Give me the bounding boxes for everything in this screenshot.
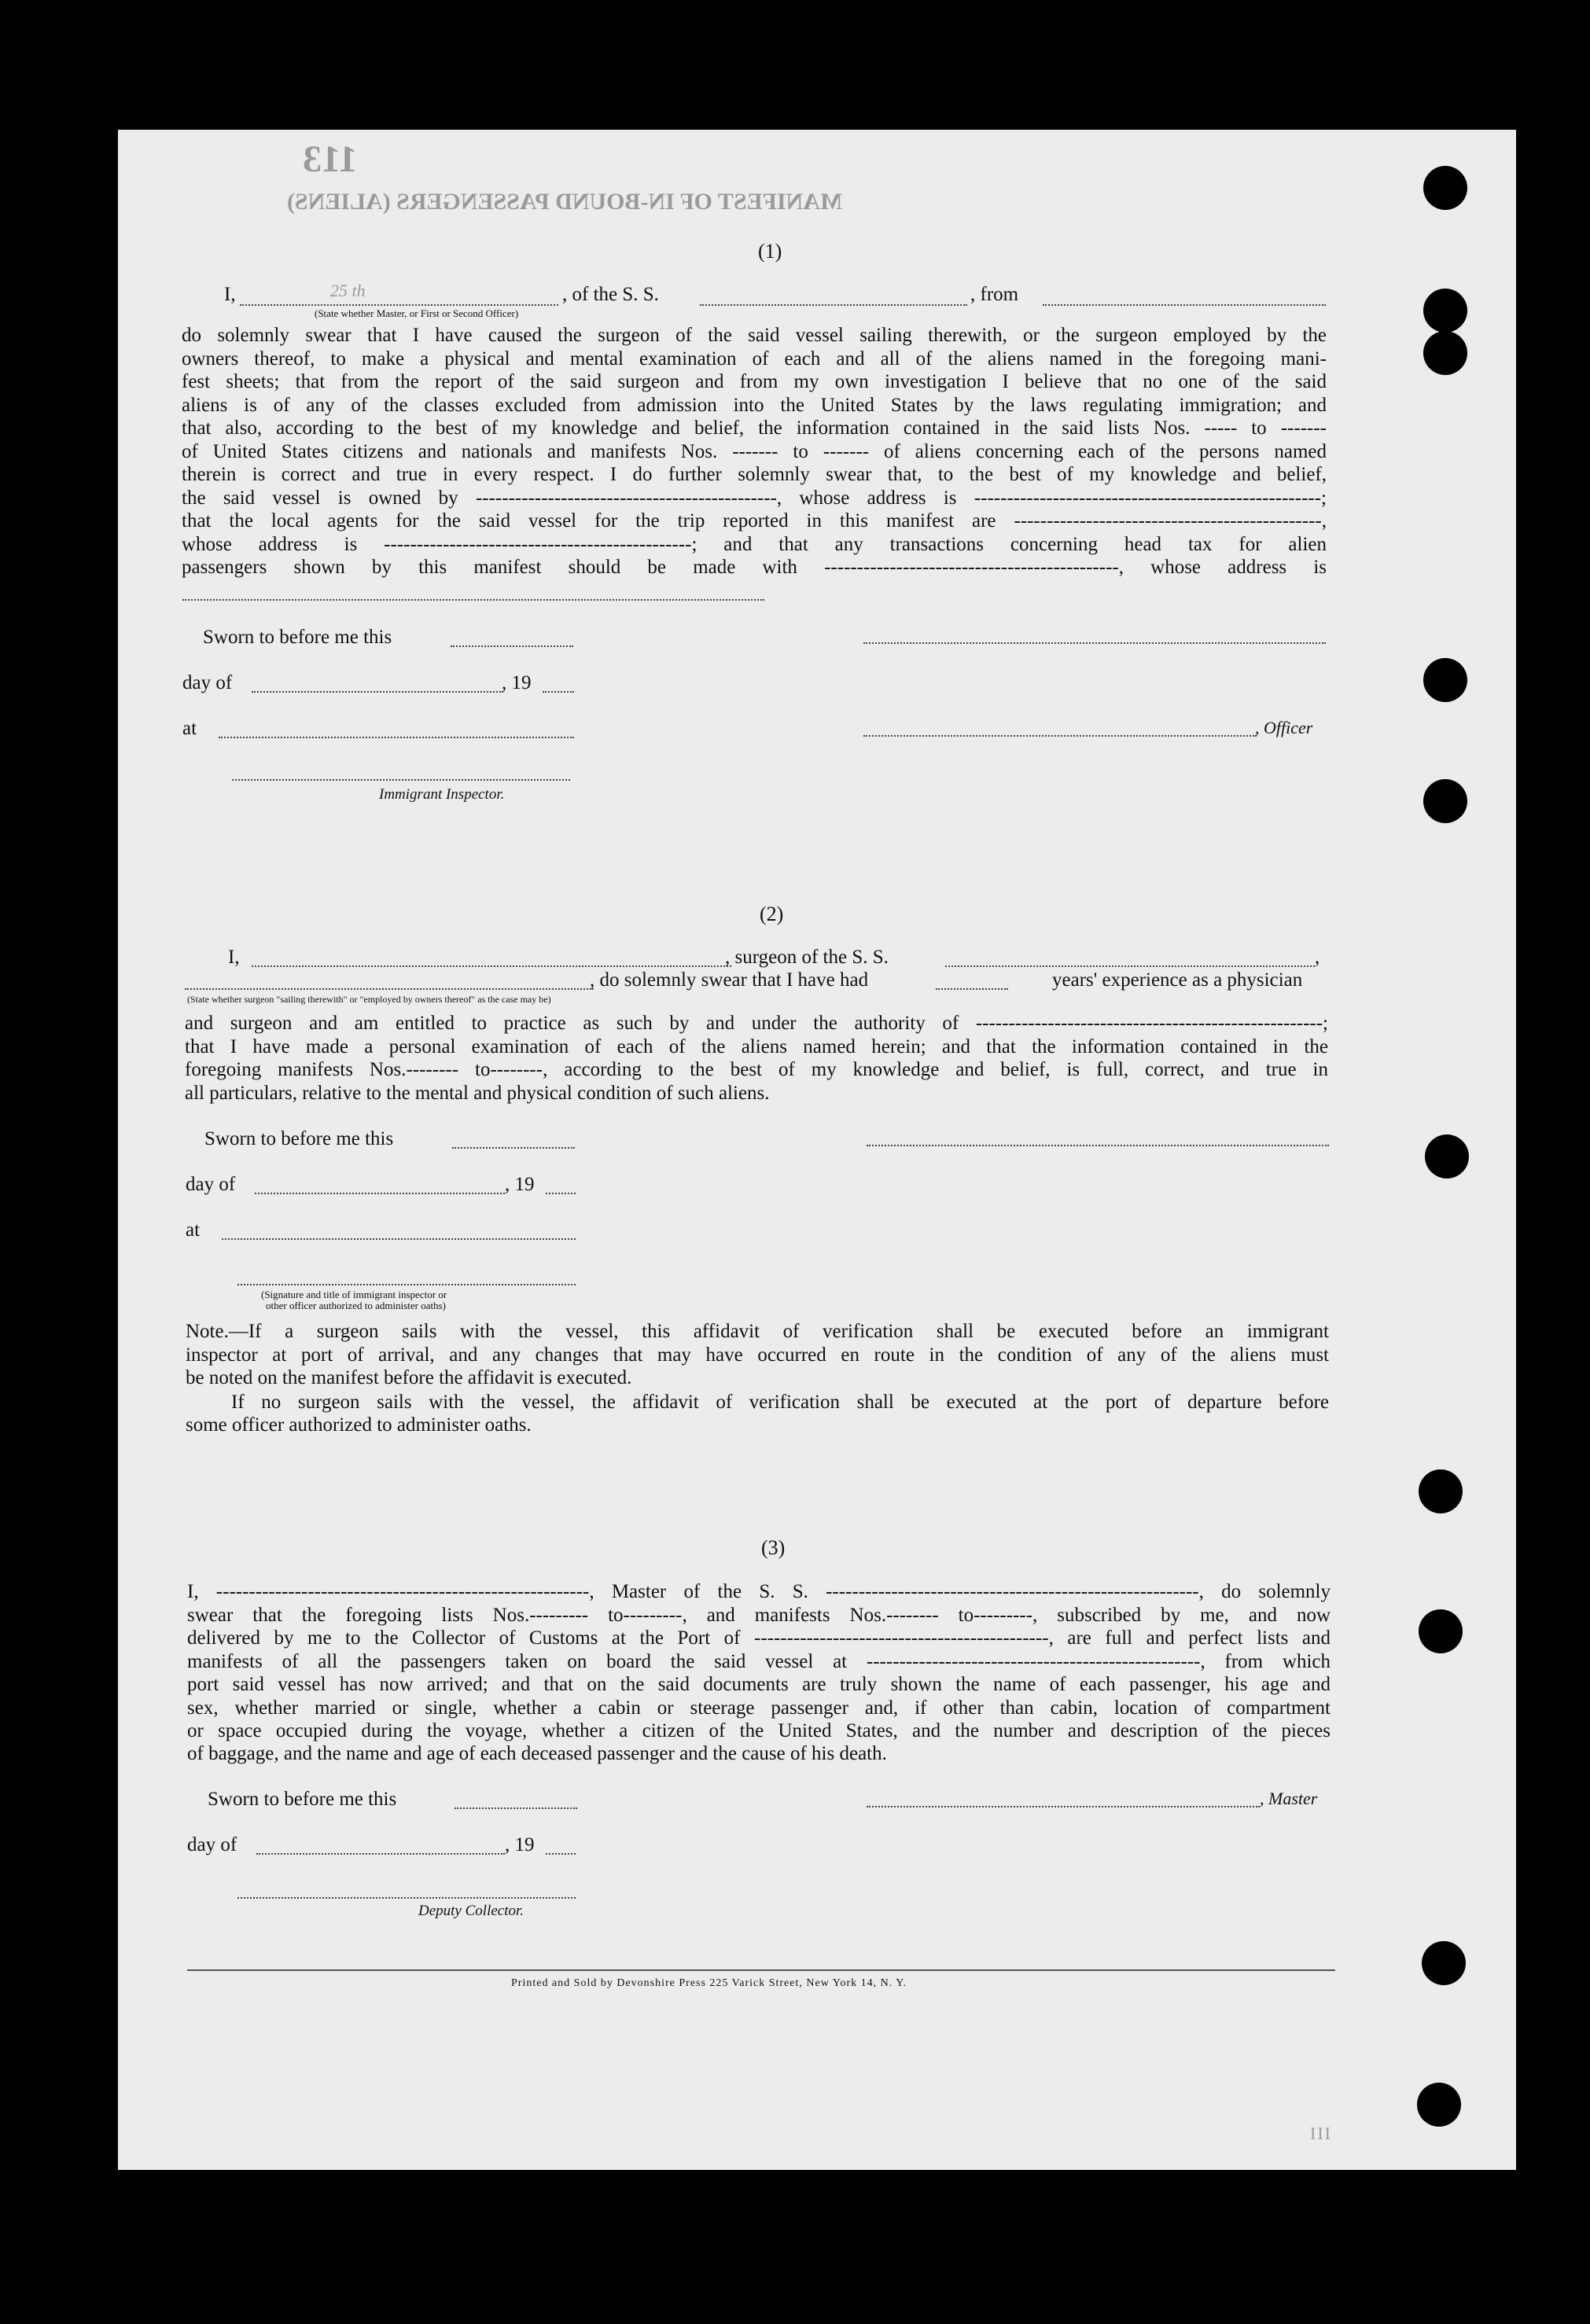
section-3-last-line: of baggage, and the name and age of each deceased passenger and the cause of his death. (187, 1743, 887, 1764)
punch-hole (1417, 2083, 1461, 2127)
section-2-number: (2) (760, 903, 784, 925)
section-3-paragraph: I, ---------------------------------------------------------, Master of the S. S. ---------------------------------------------------------, do solemnly swear that the foregoing lists Nos.--------- to---------, and manifests Nos.-------- to---------, subscribed by me, and now delivered by me to the Collector of Customs at the Port of ---------------------------------------------, are full and perfect lists and manifests of all the passengers taken on board the said vessel at ---------------------------------------------------, from which port said vessel has now arrived; and that on the said documents are truly shown the name of each passenger, his age and sex, whether married or single, whether a cabin or steerage passenger and, if other than cabin, location of compartment or space occupied during the voyage, whether a citizen of the United States, and the number and description of the pieces (187, 1581, 1331, 1741)
punch-hole (1423, 331, 1467, 375)
section-1-from: , from (970, 284, 1019, 305)
section-2-last-line: all particulars, relative to the mental and physical condition of such aliens. (185, 1083, 770, 1104)
section-2-at: at (186, 1219, 201, 1241)
section-1-caption: (State whether Master, or First or Second Officer) (315, 307, 519, 319)
section-3-year: , 19 (505, 1834, 535, 1855)
section-2-swear: , do solemnly swear that I have had (590, 969, 869, 991)
punch-hole (1422, 1941, 1466, 1985)
section-3-number: (3) (761, 1536, 786, 1559)
printer-imprint: Printed and Sold by Devonshire Press 225 Varick Street, New York 14, N. Y. (511, 1977, 907, 1989)
section-2-signature-caption-2: other officer authorized to administer oaths) (266, 1300, 446, 1311)
section-2-sworn: Sworn to before me this (204, 1128, 394, 1149)
document-page: 113 MANIFEST OF IN-BOUND PASSENGERS (ALIENS) (1) I, 25 th , of the S. S. , from (State whether Master, or First or Second Officer) do solemnly swear that I have caused the surgeon of the said vessel sailing therewith, or the surgeon employed by the owners thereof, to make a physical and mental examination of each and all of the aliens named in the foregoing mani- fest sheets; that from the report of the said surgeon and from my own investigation I believe that no one of the said aliens is of any of the classes excluded from admission into the United States by the laws regulating immigration; and that also, according to the best of my knowledge and belief, the information contained in the said lists Nos. ----- to ------- of United States citizens and nationals and manifests Nos. ------- to ------- of aliens concerning each of the persons named therein is correct and true in every respect. I do further solemnly swear that, to the best of my knowledge and belief, the said vessel is owned by ----------------------------------------------, whose address is -----------------------------------------------------; that the local agents for the said vessel for the trip reported in this manifest are -----------------------------------------------, whose address is -----------------------------------------------; and that any transactions concerning head tax for alien passengers shown by this manifest should be made with ---------------------------------------------, whose address is Sworn to before me this day of , 19 at , Officer Immigrant Inspector. (2) I, , surgeon of the S. S. , , do solemnly swear that I have had years' experience as a physician (State whether surgeon "sailing therewith" or "employed by owners thereof" as the case may be) and surgeon and am entitled to practice as such by and under the authority of -----------------------------------------------------; that I have made a personal examination of each of the aliens named herein; and that the information contained in the foregoing manifests Nos.-------- to--------, according to the best of my knowledge and belief, is full, correct, and true in all particulars, relative to the mental and physical condition of such aliens. Sworn to before me this day of , 19 at (Signature and title of immigrant inspector or other officer authorized to administer oaths) Note.—If a surgeon sails with the vessel, this affidavit of verification shall be executed before an immigrant inspector at port of arrival, and any changes that may have occurred en route in the condition of any of the aliens must be noted on the manifest before the affidavit is executed. If no surgeon sails with the vessel, the affidavit of verification shall be executed at the port of departure before some officer authorized to administer oaths. (3) I, ---------------------------------------------------------, Master of the S. S. ---------------------------------------------------------, do solemnly swear that the foregoing lists Nos.--------- to---------, and manifests Nos.-------- to---------, subscribed by me, and now delivered by me to the Collector of Customs at the Port of ---------------------------------------------, are full and perfect lists and manifests of all the passengers taken on board the said vessel at ---------------------------------------------------, from which port said vessel has now arrived; and that on the said documents are truly shown the name of each passenger, his age and sex, whether married or single, whether a cabin or steerage passenger and, if other than cabin, location of compartment or space occupied during the voyage, whether a citizen of the United States, and the number and description of the pieces of baggage, and the name and age of each deceased passenger and the cause of his death. Sworn to before me this , Master day of , 19 Deputy Collector. Printed and Sold by Devonshire Press 225 Varick Street, New York 14, N. Y. III (118, 130, 1516, 2170)
footer-rule (187, 1969, 1335, 1971)
punch-hole (1423, 166, 1467, 210)
section-2-day-of: day of (186, 1174, 236, 1195)
section-1-officer: , Officer (1255, 718, 1313, 737)
section-1-i: I, (224, 284, 236, 305)
faint-header-title: MANIFEST OF IN-BOUND PASSENGERS (ALIENS) (287, 189, 843, 215)
section-1-at: at (182, 718, 197, 739)
section-1-number: (1) (758, 240, 782, 263)
punch-hole (1423, 658, 1467, 702)
faint-header-number: 113 (303, 138, 358, 180)
section-1-year: , 19 (502, 672, 532, 693)
section-1-inspector: Immigrant Inspector. (379, 786, 505, 803)
section-3-collector: Deputy Collector. (418, 1903, 524, 1919)
section-1-of-ss: , of the S. S. (562, 284, 659, 305)
section-3-day-of: day of (187, 1834, 237, 1855)
section-2-surgeon: , surgeon of the S. S. (725, 947, 889, 968)
handwritten-entry: 25 th (330, 281, 366, 300)
section-1-day-of: day of (182, 672, 233, 693)
section-3-sworn: Sworn to before me this (208, 1789, 397, 1810)
section-2-caption: (State whether surgeon "sailing therewith" or "employed by owners thereof" as the case may be) (187, 994, 551, 1005)
section-2-signature-caption-1: (Signature and title of immigrant inspector or (261, 1289, 447, 1300)
section-2-note: Note.—If a surgeon sails with the vessel, this affidavit of verification shall be executed before an immigrant inspector at port of arrival, and any changes that may have occurred en route in the condition of any of the aliens must (186, 1321, 1329, 1366)
section-1-sworn: Sworn to before me this (203, 627, 392, 648)
punch-hole (1419, 1469, 1463, 1513)
section-2-note-2: If no surgeon sails with the vessel, the affidavit of verification shall be executed at the port of departure before (231, 1392, 1329, 1413)
section-2-note-2-last: some officer authorized to administer oaths. (186, 1414, 532, 1436)
section-2-note-last: be noted on the manifest before the affidavit is executed. (186, 1367, 632, 1388)
faint-stamp: III (1310, 2124, 1332, 2143)
punch-hole (1419, 1609, 1463, 1653)
punch-hole (1423, 289, 1467, 333)
punch-hole (1423, 779, 1467, 823)
section-3-master: , Master (1260, 1789, 1318, 1808)
punch-hole (1425, 1134, 1469, 1179)
section-1-paragraph: do solemnly swear that I have caused the surgeon of the said vessel sailing therewith, or the surgeon employed by the owners thereof, to make a physical and mental examination of each and all of the aliens named in the foregoing mani- fest sheets; that from the report of the said surgeon and from my own investigation I believe that no one of the said aliens is of any of the classes excluded from admission into the United States by the laws regulating immigration; and that also, according to the best of my knowledge and belief, the information contained in the said lists Nos. ----- to ------- of United States citizens and nationals and manifests Nos. ------- to ------- of aliens concerning each of the persons named therein is correct and true in every respect. I do further solemnly swear that, to the best of my knowledge and belief, the said vessel is owned by ----------------------------------------------, whose address is -----------------------------------------------------; that the local agents for the said vessel for the trip reported in this manifest are -----------------------------------------------, whose address is -----------------------------------------------; and that any transactions concerning head tax for alien passengers shown by this manifest should be made with ---------------------------------------------, whose address is (182, 325, 1327, 578)
section-2-years: years' experience as a physician (1052, 969, 1303, 991)
section-2-year: , 19 (505, 1174, 535, 1195)
section-2-i: I, (228, 947, 240, 968)
section-2-paragraph: and surgeon and am entitled to practice as such by and under the authority of -----------------------------------------------------; that I have made a personal examination of each of the aliens named herein; and that the information contained in the foregoing manifests Nos.-------- to--------, according to the best of my knowledge and belief, is full, correct, and true in (185, 1013, 1328, 1080)
